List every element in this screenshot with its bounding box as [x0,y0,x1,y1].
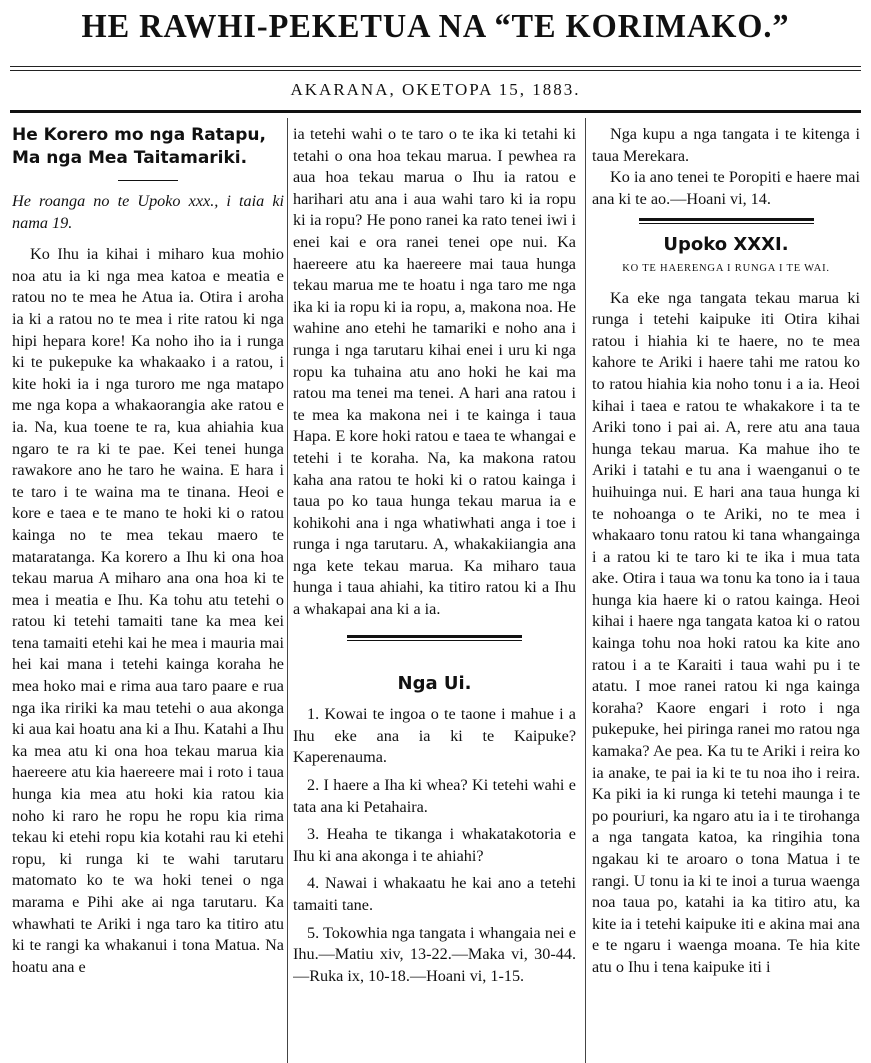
masthead-rule-bottom [10,70,861,71]
dateline: AKARANA, OKETOPA 15, 1883. [290,80,581,99]
article-body-col1: Ko Ihu ia kihai i miharo kua mohio noa atu ia ki nga mea katoa e meatia e ratou no te mea he Atua ia. Otira i aroha ia ki a ratou no te mea i rite ratou ki nga hipi hepara kore! Ka noho iho ia i runga ki te pukepuke ka whakaako i a ratou, i kite hoki ia i nga turoro me nga matapo me nga kopa a whakaorangia ake ratou e ia. Na, kua toene te ra, kua ahiahia kua ngaro te ra ki te pae. Kei tenei hunga rawakore ano he taro he waina. E hara i te taro i te waina ma te tinana. Heoi e kore e taea e te mano te hoki ki o ratou kainga no te mea tekau maero te mataratanga. Ka korero a Ihu ki ona hoa tekau marua A miharo ana ona hoa ki te mea i meatia e Ihu. Ka tohu atu tetehi o ratou ki tetehi tamaiti tane ka mea kei tena tamaiti etehi kai he mea i mauria mai hei kai mana i tetehi kainga koraha he mea hoko mai e rima aua taro paare e rua nga ika ririki ka mau tetehi o aua akonga ki aua kai hoatu ana ki a Ihu. Katahi a Ihu ka mea atu ki ona hoa tekau marua kia haereere atu kia haereere mai i roto i taua hunga kia mea atu hoki kia ratou kia noho ki raro he ropu he ropu kia rima tekau ki etehi ropu kia kotahi rau ki etehi ropu, ki runga ki te wahi tarutaru matomato ko te wa hoki tenei o nga marama e Pihi ake ai nga tarutaru. Ka whawhati te Ariki i nga taro ka titiro atu ki te rangi ka whakanui i tona Matua. Na hoatu ana e [12,245,284,976]
section-divider [347,635,522,641]
column-2 [293,124,576,1063]
article-body-col2: ia tetehi wahi o te taro o te ika ki tetahi ki tetahi o ona hoa tekau marua. I pewhea ra aua hoa tekau marua o Ihu ia ratou e harihari atu ana i aua wahi taro ki ia ropu ki ia ropu? He pono ranei ka rato tenei iwi i enei kai e ora ranei tenei ope nui. Ka haereere atu ka haereere mai taua hunga tekau marua me te hoatu i nga taro me nga ika ki ia ropu ki ia ropu, a, makona noa. He wahine ano etehi he tamariki e noho ana i runga i nga tarutaru kihai enei i uru ki nga ropu ka tuhaina atu ano hoki he kai ma ratou ma tenei ma tenei. A hari ana ratou i te mea ka makona nei i te kainga i taua Hapa. E kore hoki ratou e taea te whangai e tetehi i te koraha. Na, ka makona ratou kaha ana ratou te hoki ki o ratou kainga i taua po ko taua hunga tekau marua ia e kohikohi ana i nga whatiwhati anga i toe i runga i nga tarutaru. A, whakakiiangia ana nga kete tekau marua. Ka miharo taua hunga i taua ahiahi, ka titiro ratou ki a Ihu a whakapai ana ki a ia. [293,125,576,619]
article-heading: He Korero mo nga Ratapu, Ma nga Mea Taitamariki. [12,125,266,168]
heading-rule [118,180,178,181]
chapter-subheading: KO TE HAERENGA I RUNGA I TE WAI. [622,262,830,274]
column-divider-2 [585,118,586,1063]
column-divider-1 [287,118,288,1063]
questions-heading: Nga Ui. [397,672,472,694]
question-item: 1. Kowai te ingoa o te taone i mahue i a Ihu eke ana ia ki te Kaipuke? Kaperenauma. [293,705,576,767]
question-item: 3. Heaha te tikanga i whakatakotoria e Ihu ki ana akonga i te ahiahi? [293,825,576,865]
masthead-title: HE RAWHI-PEKETUA NA “TE KORIMAKO.” [81,8,790,45]
column-3 [592,124,860,1063]
chapter-heading: Upoko XXXI. [663,234,789,256]
dateline-rule [10,110,861,113]
article-reference: He roanga no te Upoko xxx., i taia ki nama 19. [12,192,284,232]
article-body-col3: Ka eke nga tangata tekau marua ki runga i tetehi kaipuke iti Otira kihai ratou i hiahia ki te haere, no te mea kahore te Ariki i haere tahi me ratou ko to ratou hiahia kia noho tonu i a ia. Heoi kihai i taea e ratou te whakakore i ta te Ariki tono i pai ai. A, rere atu ana taua hunga tekau marua. Ka mahue iho te Ariki i tatahi e tu ana i waenganui o te huihuinga nui. E hari ana taua hunga ki te nohoanga o te Ariki, no te mea i whakaaro tonu ratou ki tana whangainga i a ratou ki te taro ki te ika i mua tata ake. Otira i taua wa tonu ka tono ia i taua hunga kia haere ki o ratou kainga. Heoi kihai i haere nga tangata katoa ki o ratou kainga tohu noa hoki ratou ka kite ano ratou i a te Karaiti i taua wahi pu i te atatu. I moe ranei ratou ki nga kainga koraha? Kaore engari i roto i nga pukepuke, hei piringa ranei mo ratou nga kamaka? Ae pea. Ka tu te Ariki i reira ko ia anake, te pai ia ki te tu noa iho i reira. Ka piki ia ki runga ki tetehi maunga i te po pouriuri, ka ngaro atu ia i te tirohanga a nga tangata katoa, ka ringihia tona ngakau ki te aroaro o tona Matua i te rangi. U tonu ia ki te inoi a turua waenga noa taua po, katahi ia ka titiro atu, ka kite ia i tetehi kaipuke iti e akina mai ana e te ngaru i waenga moana. Te hia kite atu o Ihu i tena kaipuke iti i [592,288,860,976]
intro-paragraph-2: Ko ia ano tenei te Poropiti e haere mai ana ki te ao.—Hoani vi, 14. [592,168,860,208]
questions-list [293,704,576,987]
masthead-rule-top [10,66,861,67]
column-1 [12,124,284,1063]
question-item: 4. Nawai i whakaatu he kai ano a tetehi tamaiti tane. [293,874,576,914]
question-item: 5. Tokowhia nga tangata i whangaia nei e Ihu.—Matiu xiv, 13-22.—Maka vi, 30-44.—Ruka ix, 10-18.—Hoani vi, 1-15. [293,923,576,985]
chapter-divider [639,218,814,224]
intro-paragraph-1: Nga kupu a nga tangata i te kitenga i taua Merekara. [592,125,860,165]
question-item: 2. I haere a Iha ki whea? Ki tetehi wahi e tata ana ki Petahaira. [293,776,576,816]
